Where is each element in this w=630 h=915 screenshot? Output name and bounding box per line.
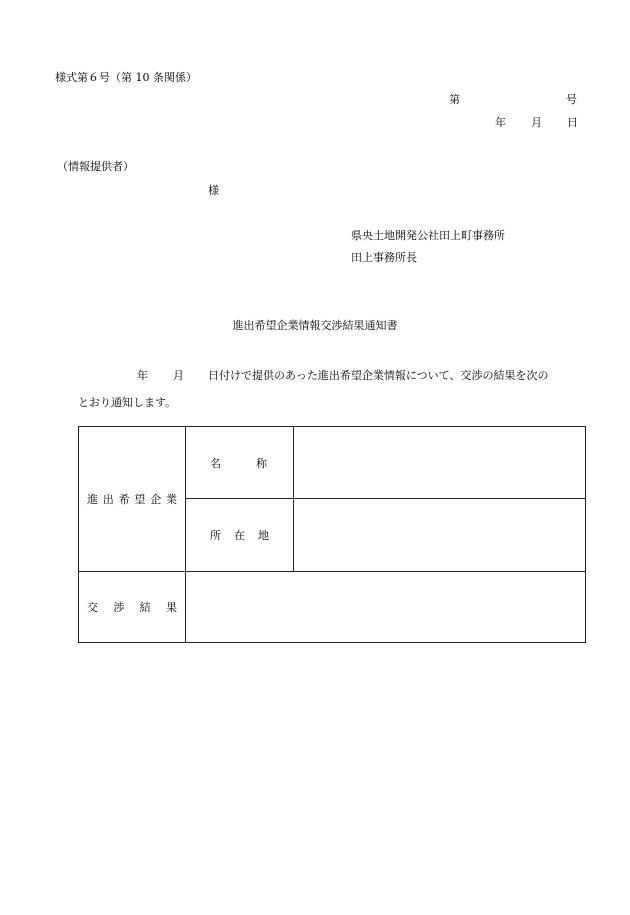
result-value-field[interactable]: [186, 572, 586, 643]
company-label-char: 希: [118, 493, 130, 506]
result-label-char: 果: [165, 601, 177, 614]
body-year: 年: [137, 369, 148, 382]
result-label-char: 結: [139, 601, 151, 614]
company-label-char: 出: [102, 493, 114, 506]
company-label-cell: [79, 427, 186, 572]
date-day: 日: [567, 116, 578, 129]
address-label-char: 地: [258, 529, 269, 542]
result-label-cell: [79, 572, 186, 643]
name-label-char: 称: [256, 456, 267, 470]
result-label-char: 交: [87, 601, 98, 614]
body-line-1: [78, 362, 548, 389]
recipient-label: （情報提供者）: [57, 160, 134, 173]
result-label-char: 渉: [113, 601, 125, 614]
doc-number-suffix: 号: [566, 93, 577, 106]
body-month: 月: [173, 369, 184, 382]
doc-number-prefix: 第: [449, 93, 460, 106]
sender-org: 県央土地開発公社田上町事務所: [351, 229, 505, 242]
date-year: 年: [495, 116, 506, 129]
address-label-char: 所: [210, 529, 221, 542]
page-title: 進出希望企業情報交渉結果通知書: [232, 319, 398, 332]
body-paragraph: [78, 362, 548, 416]
address-value-field[interactable]: [294, 499, 586, 572]
name-value-field[interactable]: [294, 427, 586, 499]
address-label-char: 在: [234, 529, 245, 542]
address-label-cell: [186, 499, 294, 572]
company-label-char: 業: [165, 493, 177, 506]
date-month: 月: [531, 116, 542, 129]
body-line-2: とおり通知します。: [78, 396, 177, 409]
company-info-table: [78, 426, 586, 643]
form-number: 様式第６号（第 10 条関係）: [55, 71, 197, 84]
company-label-char: 企: [150, 493, 162, 506]
recipient-honorific: 様: [208, 184, 219, 197]
name-label-char: 名: [210, 456, 221, 470]
company-label-char: 進: [87, 493, 98, 506]
body-line-1-text: 日付けで提供のあった進出希望企業情報について、交渉の結果を次の: [208, 369, 549, 382]
sender-title: 田上事務所長: [351, 251, 417, 264]
name-label-cell: [186, 427, 294, 499]
company-label-char: 望: [134, 493, 146, 506]
